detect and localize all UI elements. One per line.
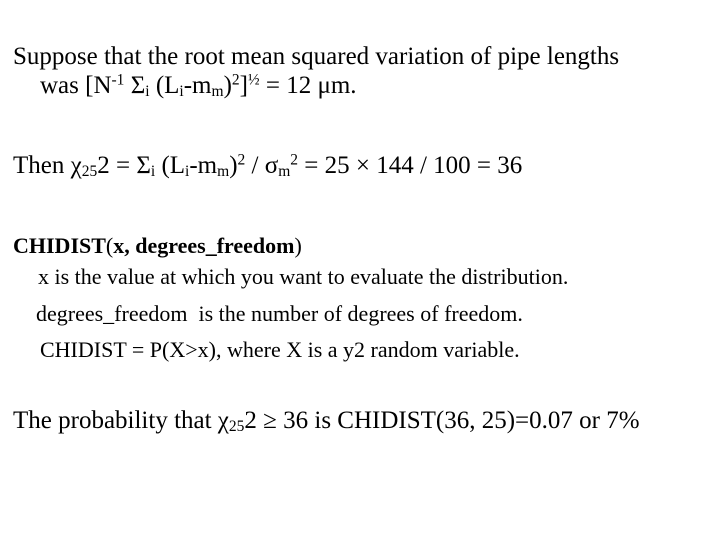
subscript: i	[150, 163, 156, 181]
conclusion-line	[13, 407, 640, 436]
text-segment: -m	[183, 72, 212, 99]
superscript: -1	[111, 71, 125, 89]
text-line-1	[13, 44, 619, 69]
function-name: CHIDIST	[13, 233, 106, 258]
subscript: m	[211, 83, 224, 101]
subscript: m	[217, 163, 230, 181]
text-segment: ]	[239, 72, 248, 99]
text-segment: 2 = Σ	[97, 152, 151, 179]
paren-open: (	[105, 233, 114, 258]
text-segment: (L	[149, 72, 180, 99]
text-segment: Suppose that the root mean squared variation of pipe lengths	[13, 43, 620, 70]
subscript: i	[179, 83, 184, 101]
text-segment: )	[229, 152, 238, 179]
superscript: ½	[247, 71, 260, 89]
subscript: i	[185, 163, 190, 181]
subscript: 25	[228, 418, 245, 436]
text-segment: 2 ≥ 36 is CHIDIST(36, 25)=0.07 or 7%	[244, 407, 640, 434]
description-line-3	[40, 339, 520, 361]
text-segment: = 12 μm.	[259, 72, 357, 99]
superscript: 2	[231, 71, 240, 89]
text-segment: / σ	[245, 152, 279, 179]
description-line-2	[36, 303, 523, 325]
paren-close: )	[294, 233, 302, 258]
text-segment: degrees_freedom is the number of degrees of freedom.	[36, 301, 523, 326]
subscript: m	[278, 163, 291, 181]
superscript: 2	[290, 151, 299, 169]
text-segment: x is the value at which you want to evaluate the distribution.	[38, 264, 569, 289]
text-segment: )	[223, 72, 232, 99]
text-segment: = 25 × 144 / 100 = 36	[298, 152, 523, 179]
text-segment: was [N	[40, 72, 112, 99]
text-line-2	[40, 71, 357, 101]
text-segment: Then χ	[13, 152, 82, 179]
description-line-1	[38, 266, 568, 288]
text-segment: (L	[155, 152, 186, 179]
text-segment: The probability that χ	[13, 407, 229, 434]
superscript: 2	[237, 151, 246, 169]
text-line-3	[13, 151, 523, 181]
text-segment: CHIDIST = P(X>x), where X is a y2 random variable.	[40, 337, 520, 362]
subscript: 25	[81, 163, 98, 181]
subscript: i	[145, 83, 150, 101]
function-args: x, degrees_freedom	[113, 233, 295, 258]
text-segment: -m	[189, 152, 218, 179]
function-signature	[13, 235, 302, 257]
text-segment: Σ	[124, 72, 146, 99]
